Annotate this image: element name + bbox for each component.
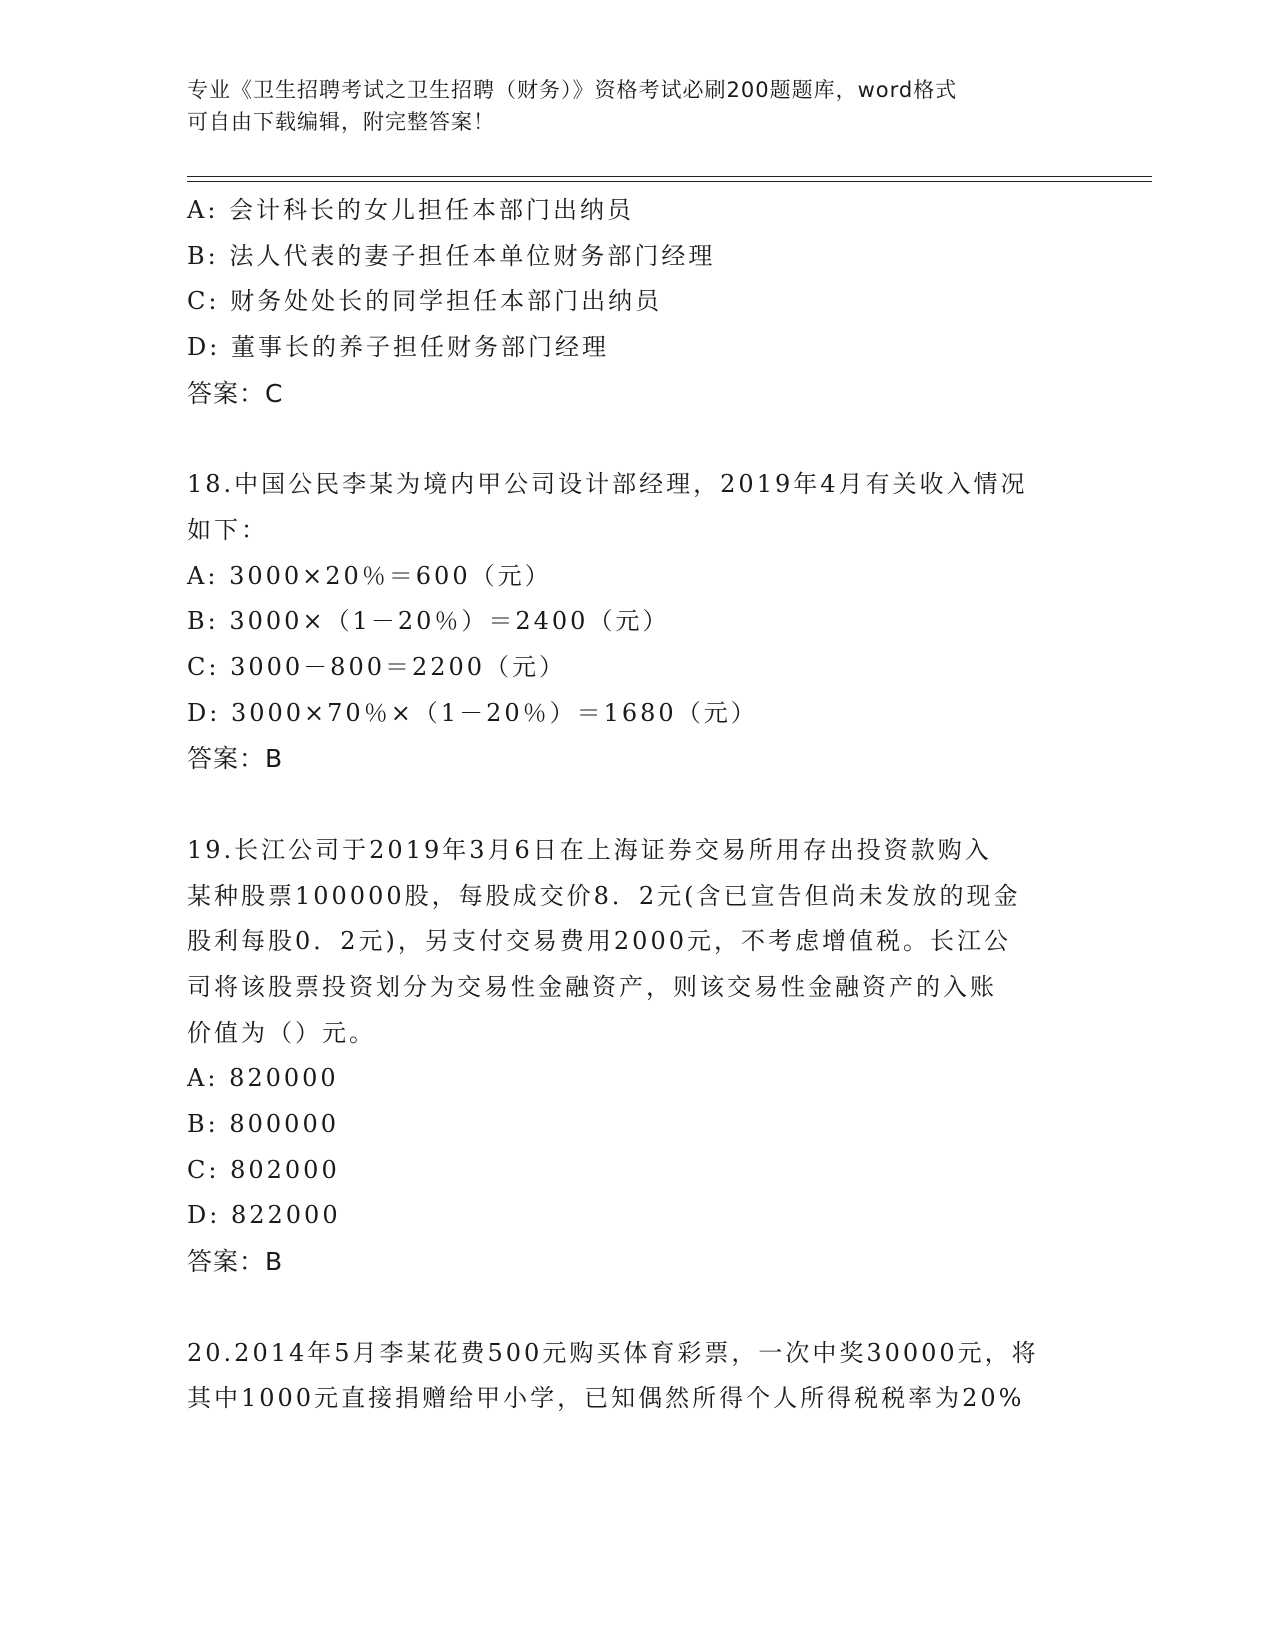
question-content <box>187 188 1087 1422</box>
answer: 答案：B <box>187 1247 284 1277</box>
question-20 <box>187 1331 1087 1422</box>
question-17 <box>187 188 1087 417</box>
question-stem-line: 20.2014年5月李某花费500元购买体育彩票，一次中奖30000元，将 <box>187 1338 1039 1367</box>
question-stem-line: 司将该股票投资划分为交易性金融资产，则该交易性金融资产的入账 <box>187 972 997 1001</box>
option-a: A: 820000 <box>187 1064 339 1093</box>
option-a: A: 3000×20％＝600（元） <box>187 561 552 590</box>
question-stem-line: 19.长江公司于2019年3月6日在上海证券交易所用存出投资款购入 <box>187 835 992 864</box>
question-stem-line: 某种股票100000股，每股成交价8．2元(含已宣告但尚未发放的现金 <box>187 881 1021 910</box>
header-line-2: 可自由下载编辑，附完整答案！ <box>187 110 495 134</box>
option-c: C: 802000 <box>187 1155 340 1184</box>
option-c: C: 财务处处长的同学担任本部门出纳员 <box>187 287 663 316</box>
header-rule-bottom <box>187 181 1152 182</box>
question-19 <box>187 828 1087 1285</box>
option-d: D: 822000 <box>187 1201 341 1230</box>
option-a: A: 会计科长的女儿担任本部门出纳员 <box>187 196 635 224</box>
question-stem-line: 股利每股0．2元)，另支付交易费用2000元，不考虑增值税。长江公 <box>187 927 1011 956</box>
option-b: B: 3000×（1－20％）＝2400（元） <box>187 607 670 636</box>
option-d: D: 3000×70％×（1－20％）＝1680（元） <box>187 698 758 727</box>
question-stem-line: 其中1000元直接捐赠给甲小学，已知偶然所得个人所得税税率为20% <box>187 1384 1025 1413</box>
question-stem-line: 价值为（）元。 <box>187 1018 376 1047</box>
answer: 答案：B <box>187 744 284 774</box>
spacer <box>187 782 1087 828</box>
header-line-1: 专业《卫生招聘考试之卫生招聘（财务）》资格考试必刷200题题库，word格式 <box>187 78 958 102</box>
option-c: C: 3000－800＝2200（元） <box>187 653 567 682</box>
document-header <box>187 74 1087 138</box>
question-stem-line: 18.中国公民李某为境内甲公司设计部经理，2019年4月有关收入情况 <box>187 470 1028 499</box>
spacer <box>187 1285 1087 1331</box>
option-b: B: 800000 <box>187 1110 339 1139</box>
spacer <box>187 417 1087 463</box>
option-d: D: 董事长的养子担任财务部门经理 <box>187 333 609 362</box>
question-stem-line: 如下： <box>187 515 268 544</box>
question-18 <box>187 462 1087 782</box>
answer: 答案：C <box>187 378 284 408</box>
header-rule-top <box>187 176 1152 177</box>
option-b: B: 法人代表的妻子担任本单位财务部门经理 <box>187 241 716 270</box>
